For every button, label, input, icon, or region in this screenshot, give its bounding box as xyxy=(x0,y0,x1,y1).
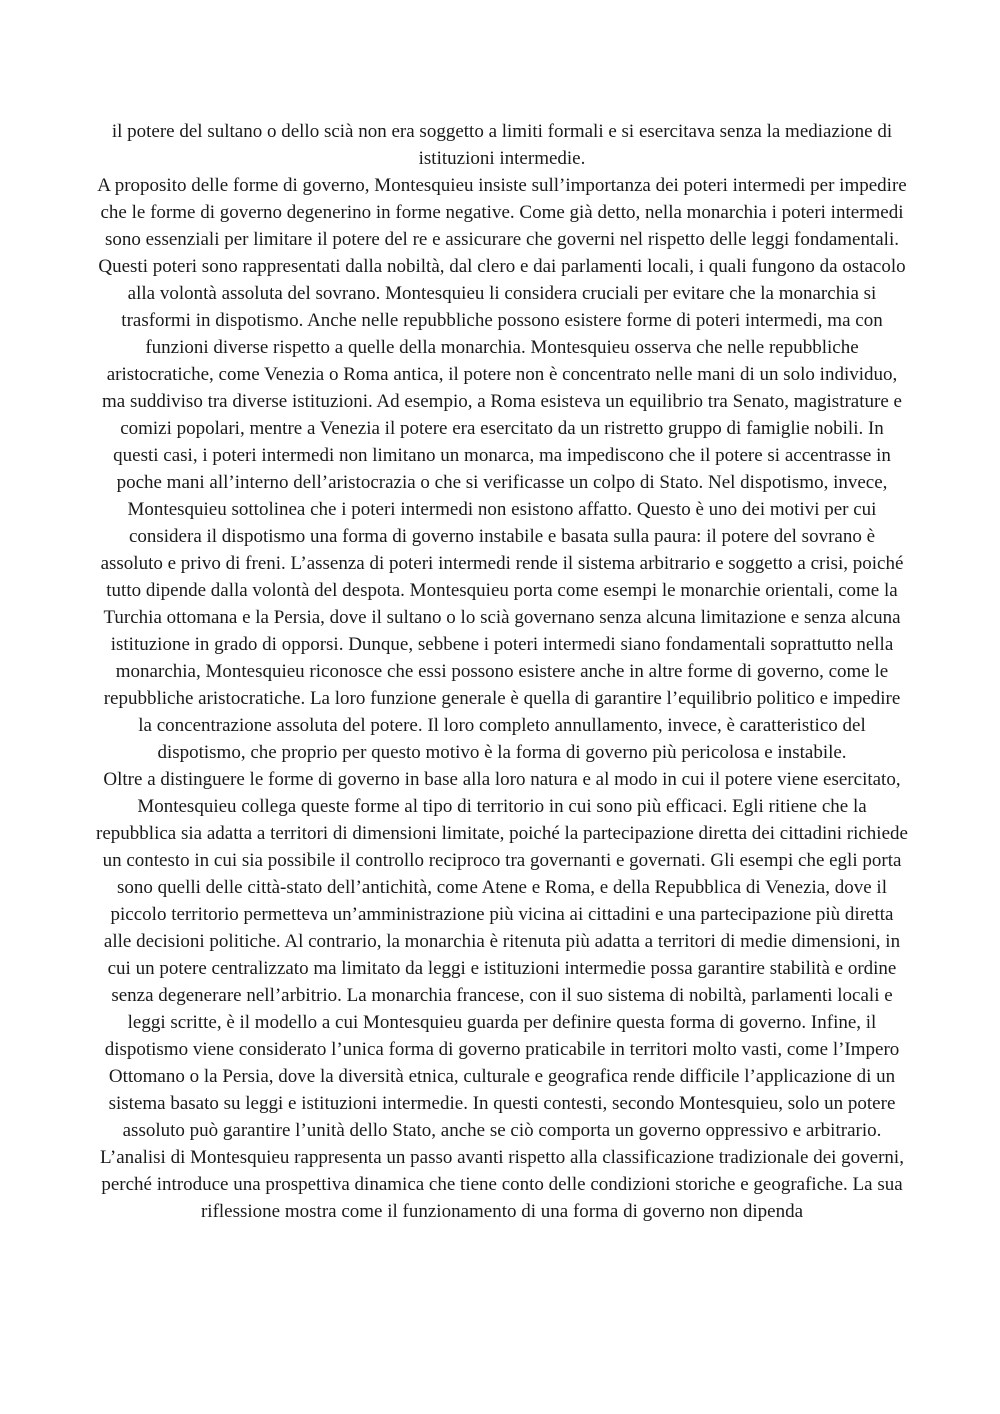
paragraph-intermediate-powers: A proposito delle forme di governo, Montesquieu insiste sull’importanza dei poteri intermedi per impedire che le forme di governo degenerino in forme negative. Come già detto, nella monarchia i poteri intermedi sono essenziali per limitare il potere del re e assicurare che governi nel rispetto delle leggi fondamentali. Questi poteri sono rappresentati dalla nobiltà, dal clero e dai parlamenti locali, i quali fungono da ostacolo alla volontà assoluta del sovrano. Montesquieu li considera cruciali per evitare che la monarchia si trasformi in dispotismo. Anche nelle repubbliche possono esistere forme di poteri intermedi, ma con funzioni diverse rispetto a quelle della monarchia. Montesquieu osserva che nelle repubbliche aristocratiche, come Venezia o Roma antica, il potere non è concentrato nelle mani di un solo individuo, ma suddiviso tra diverse istituzioni. Ad esempio, a Roma esisteva un equilibrio tra Senato, magistrature e comizi popolari, mentre a Venezia il potere era esercitato da un ristretto gruppo di famiglie nobili. In questi casi, i poteri intermedi non limitano un monarca, ma impediscono che il potere si accentrasse in poche mani all’interno dell’aristocrazia o che si verificasse un colpo di Stato. Nel dispotismo, invece, Montesquieu sottolinea che i poteri intermedi non esistono affatto. Questo è uno dei motivi per cui considera il dispotismo una forma di governo instabile e basata sulla paura: il potere del sovrano è assoluto e privo di freni. L’assenza di poteri intermedi rende il sistema arbitrario e soggetto a crisi, poiché tutto dipende dalla volontà del despota. Montesquieu porta come esempi le monarchie orientali, come la Turchia ottomana e la Persia, dove il sultano o lo scià governano senza alcuna limitazione e senza alcuna istituzione in grado di opporsi. Dunque, sebbene i poteri intermedi siano fondamentali soprattutto nella monarchia, Montesquieu riconosce che essi possono esistere anche in altre forme di governo, come le repubbliche aristocratiche. La loro funzione generale è quella di garantire l’equilibrio politico e impedire la concentrazione assoluta del potere. Il loro completo annullamento, invece, è caratteristico del dispotismo, che proprio per questo motivo è la forma di governo più pericolosa e instabile. xyxy=(97,175,907,763)
paragraph-continuation: il potere del sultano o dello scià non era soggetto a limiti formali e si esercitava senza la mediazione di istituzioni intermedie. xyxy=(111,121,893,169)
paragraph-analysis: L’analisi di Montesquieu rappresenta un passo avanti rispetto alla classificazione tradizionale dei governi, perché introduce una prospettiva dinamica che tiene conto delle condizioni storiche e geografiche. La sua riflessione mostra come il funzionamento di una forma di governo non dipenda xyxy=(100,1147,904,1222)
body-text xyxy=(96,118,908,1225)
paragraph-territory: Oltre a distinguere le forme di governo in base alla loro natura e al modo in cui il potere viene esercitato, Montesquieu collega queste forme al tipo di territorio in cui sono più efficaci. Egli ritiene che la repubblica sia adatta a territori di dimensioni limitate, poiché la partecipazione diretta dei cittadini richiede un contesto in cui sia possibile il controllo reciproco tra governanti e governati. Gli esempi che egli porta sono quelli delle città-stato dell’antichità, come Atene e Roma, e della Repubblica di Venezia, dove il piccolo territorio permetteva un’amministrazione più vicina ai cittadini e una partecipazione più diretta alle decisioni politiche. Al contrario, la monarchia è ritenuta più adatta a territori di medie dimensioni, in cui un potere centralizzato ma limitato da leggi e istituzioni intermedie possa garantire stabilità e ordine senza degenerare nell’arbitrio. La monarchia francese, con il suo sistema di nobiltà, parlamenti locali e leggi scritte, è il modello a cui Montesquieu guarda per definire questa forma di governo. Infine, il dispotismo viene considerato l’unica forma di governo praticabile in territori molto vasti, come l’Impero Ottomano o la Persia, dove la diversità etnica, culturale e geografica rende difficile l’applicazione di un sistema basato su leggi e istituzioni intermedie. In questi contesti, secondo Montesquieu, solo un potere assoluto può garantire l’unità dello Stato, anche se ciò comporta un governo oppressivo e arbitrario. xyxy=(96,769,908,1141)
